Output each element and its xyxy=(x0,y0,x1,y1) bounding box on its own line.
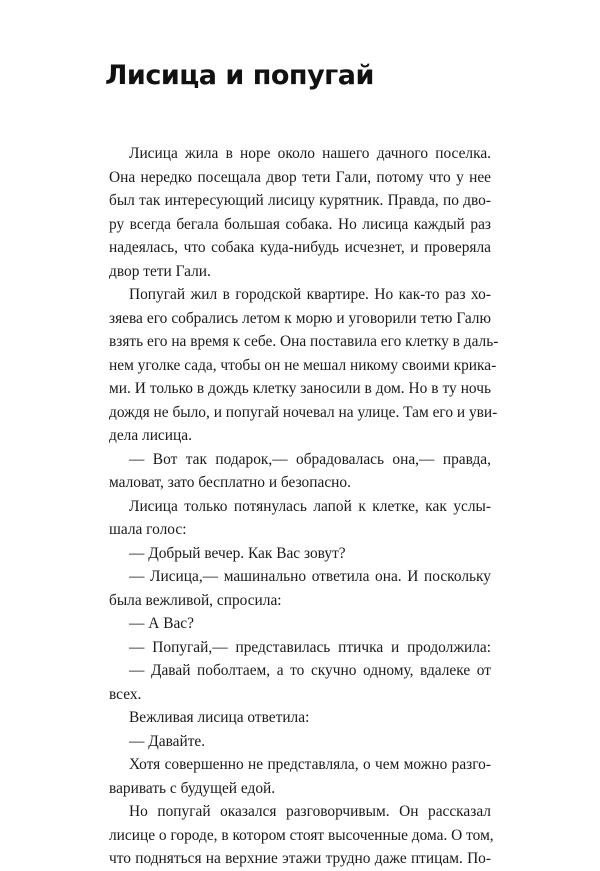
text-line: — А Вас? xyxy=(129,615,194,632)
text-line: Хотя совершенно не представляла, о чем можно разго- xyxy=(129,756,491,773)
story-body xyxy=(109,142,499,871)
text-line: дела лисица. xyxy=(109,427,192,444)
text-line: нем уголке сада, чтобы он не мешал никому своими крика- xyxy=(109,356,497,374)
text-line: всех. xyxy=(109,685,142,703)
text-line: был так интересующий лисицу курятник. Правда, по дво- xyxy=(109,192,491,209)
text-line: ру всегда бегала большая собака. Но лисица каждый раз xyxy=(109,215,491,233)
text-line: варивать с будущей едой. xyxy=(109,779,276,797)
text-line: дождя не было, и попугай ночевал на улице. Там его и уви- xyxy=(109,403,498,421)
text-line: взять его на время к себе. Она поставила его клетку в даль- xyxy=(109,333,499,350)
text-line: шала голос: xyxy=(109,521,187,538)
text-line: — Добрый вечер. Как Вас зовут? xyxy=(129,544,346,562)
text-line: зяева его собрались летом к морю и уговорили тетю Галю xyxy=(109,309,491,327)
text-line: ми. И только в дождь клетку заносили в дом. Но в ту ночь xyxy=(109,380,491,397)
story-title: Лисица и попугай xyxy=(105,60,374,91)
text-line: — Вот так подарок,— обрадовалась она,— правда, xyxy=(129,450,491,468)
text-line: — Лисица,— машинально ответила она. И поскольку xyxy=(129,568,491,585)
text-line: что подняться на верхние этажи трудно даже птицам. По- xyxy=(109,850,491,867)
text-line: — Давайте. xyxy=(129,732,206,750)
text-line: надеялась, что собака куда-нибудь исчезнет, и проверяла xyxy=(109,239,491,256)
text-line: Лисица жила в норе около нашего дачного поселка. xyxy=(129,145,491,162)
text-line: Вежливая лисица ответила: xyxy=(129,709,310,726)
text-line: Лисица только потянулась лапой к клетке, как услы- xyxy=(129,497,491,515)
text-line: Попугай жил в городской квартире. Но как-то раз хо- xyxy=(129,286,491,303)
text-line: маловат, зато бесплатно и безопасно. xyxy=(109,474,351,491)
text-line: Но попугай оказался разговорчивым. Он рассказал xyxy=(129,803,491,820)
text-line: — Давай поболтаем, а то скучно одному, вдалеке от xyxy=(129,662,491,679)
text-line: была вежливой, спросила: xyxy=(109,591,282,609)
text-line: — Попугай,— представилась птичка и продолжила: xyxy=(129,638,491,656)
text-line: двор тети Гали. xyxy=(109,262,211,280)
text-line: Она нередко посещала двор тети Гали, потому что у нее xyxy=(109,168,491,186)
text-line: лисице о городе, в котором стоят высоченные дома. О том, xyxy=(109,826,494,844)
